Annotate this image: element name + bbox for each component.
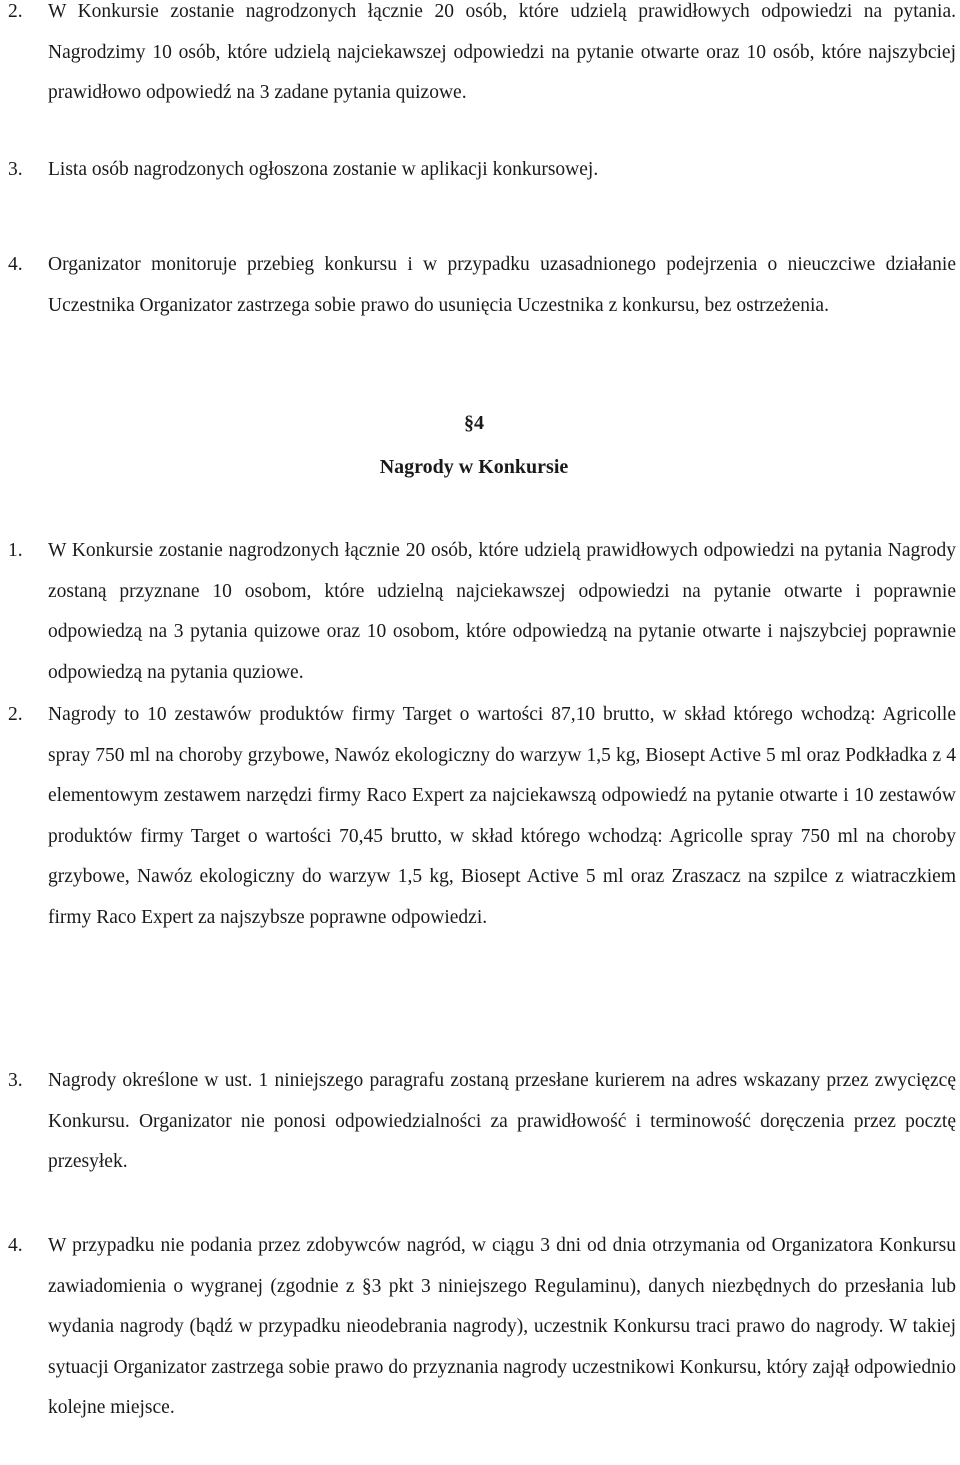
list-item-number: 4. <box>8 254 23 275</box>
list-item-4-2 <box>8 695 956 939</box>
list-item-number: 4. <box>8 1235 23 1256</box>
list-item-number: 3. <box>8 159 23 180</box>
section-title: Nagrody w Konkursie <box>379 456 569 478</box>
list-item-4-3 <box>8 1061 956 1183</box>
list-item-number: 2. <box>8 1 23 22</box>
list-item-text: W Konkursie zostanie nagrodzonych łącznie 20 osób, które udzielą prawidłowych odpowiedzi na pytania. Nagrodzimy 10 osób, które udzielą najciekawszej odpowiedzi na pytanie otwarte oraz 10 osób, które najszybciej prawidłowo odpowiedź na 3 zadane pytania quizowe. <box>48 1 956 104</box>
list-item-prev-2 <box>8 0 956 114</box>
list-item-number: 2. <box>8 704 23 725</box>
section-number: §4 <box>464 412 484 434</box>
list-item-prev-4 <box>8 245 956 326</box>
list-item-text: Organizator monitoruje przebieg konkursu i w przypadku uzasadnionego podejrzenia o nieuczciwe działanie Uczestnika Organizator zastrzega sobie prawo do usunięcia Uczestnika z konkursu, bez ostrzeżenia. <box>48 254 956 316</box>
list-item-text: W Konkursie zostanie nagrodzonych łącznie 20 osób, które udzielą prawidłowych odpowiedzi na pytania Nagrody zostaną przyznane 10 osobom, które udzielną najciekawszej odpowiedzi na pytanie otwarte i poprawnie odpowiedzą na 3 pytania quizowe oraz 10 osobom, które odpowiedzą na pytanie otwarte i najszybciej poprawnie odpowiedzą na pytania quziowe. <box>48 540 956 683</box>
list-item-prev-3 <box>8 150 956 191</box>
list-item-text: Nagrody określone w ust. 1 niniejszego paragrafu zostaną przesłane kurierem na adres wskazany przez zwycięzcę Konkursu. Organizator nie ponosi odpowiedzialności za prawidłowość i terminowość doręczenia przez pocztę przesyłek. <box>48 1070 956 1173</box>
list-item-text: Lista osób nagrodzonych ogłoszona zostanie w aplikacji konkursowej. <box>48 159 599 180</box>
list-item-number: 3. <box>8 1070 23 1091</box>
list-item-number: 1. <box>8 540 23 561</box>
list-item-text: W przypadku nie podania przez zdobywców nagród, w ciągu 3 dni od dnia otrzymania od Organizatora Konkursu zawiadomienia o wygranej (zgodnie z §3 pkt 3 niniejszego Regulaminu), danych niezbędnych do przesłania lub wydania nagrody (bądź w przypadku nieodebrania nagrody), uczestnik Konkursu traci prawo do nagrody. W takiej sytuacji Organizator zastrzega sobie prawo do przyznania nagrody uczestnikowi Konkursu, który zajął odpowiednio kolejne miejsce. <box>48 1235 956 1419</box>
list-item-4-4 <box>8 1226 956 1429</box>
list-item-4-1 <box>8 531 956 693</box>
list-item-text: Nagrody to 10 zestawów produktów firmy Target o wartości 87,10 brutto, w skład którego wchodzą: Agricolle spray 750 ml na choroby grzybowe, Nawóz ekologiczny do warzyw 1,5 kg, Biosept Active 5 ml oraz Podkładka z 4 elementowym zestawem narzędzi firmy Raco Expert za najciekawszą odpowiedź na pytanie otwarte i 10 zestawów produktów firmy Target o wartości 70,45 brutto, w skład którego wchodzą: Agricolle spray 750 ml na choroby grzybowe, Nawóz ekologiczny do warzyw 1,5 kg, Biosept Active 5 ml oraz Zraszacz na szpilce z wiatraczkiem firmy Raco Expert za najszybsze poprawne odpowiedzi. <box>48 704 956 928</box>
